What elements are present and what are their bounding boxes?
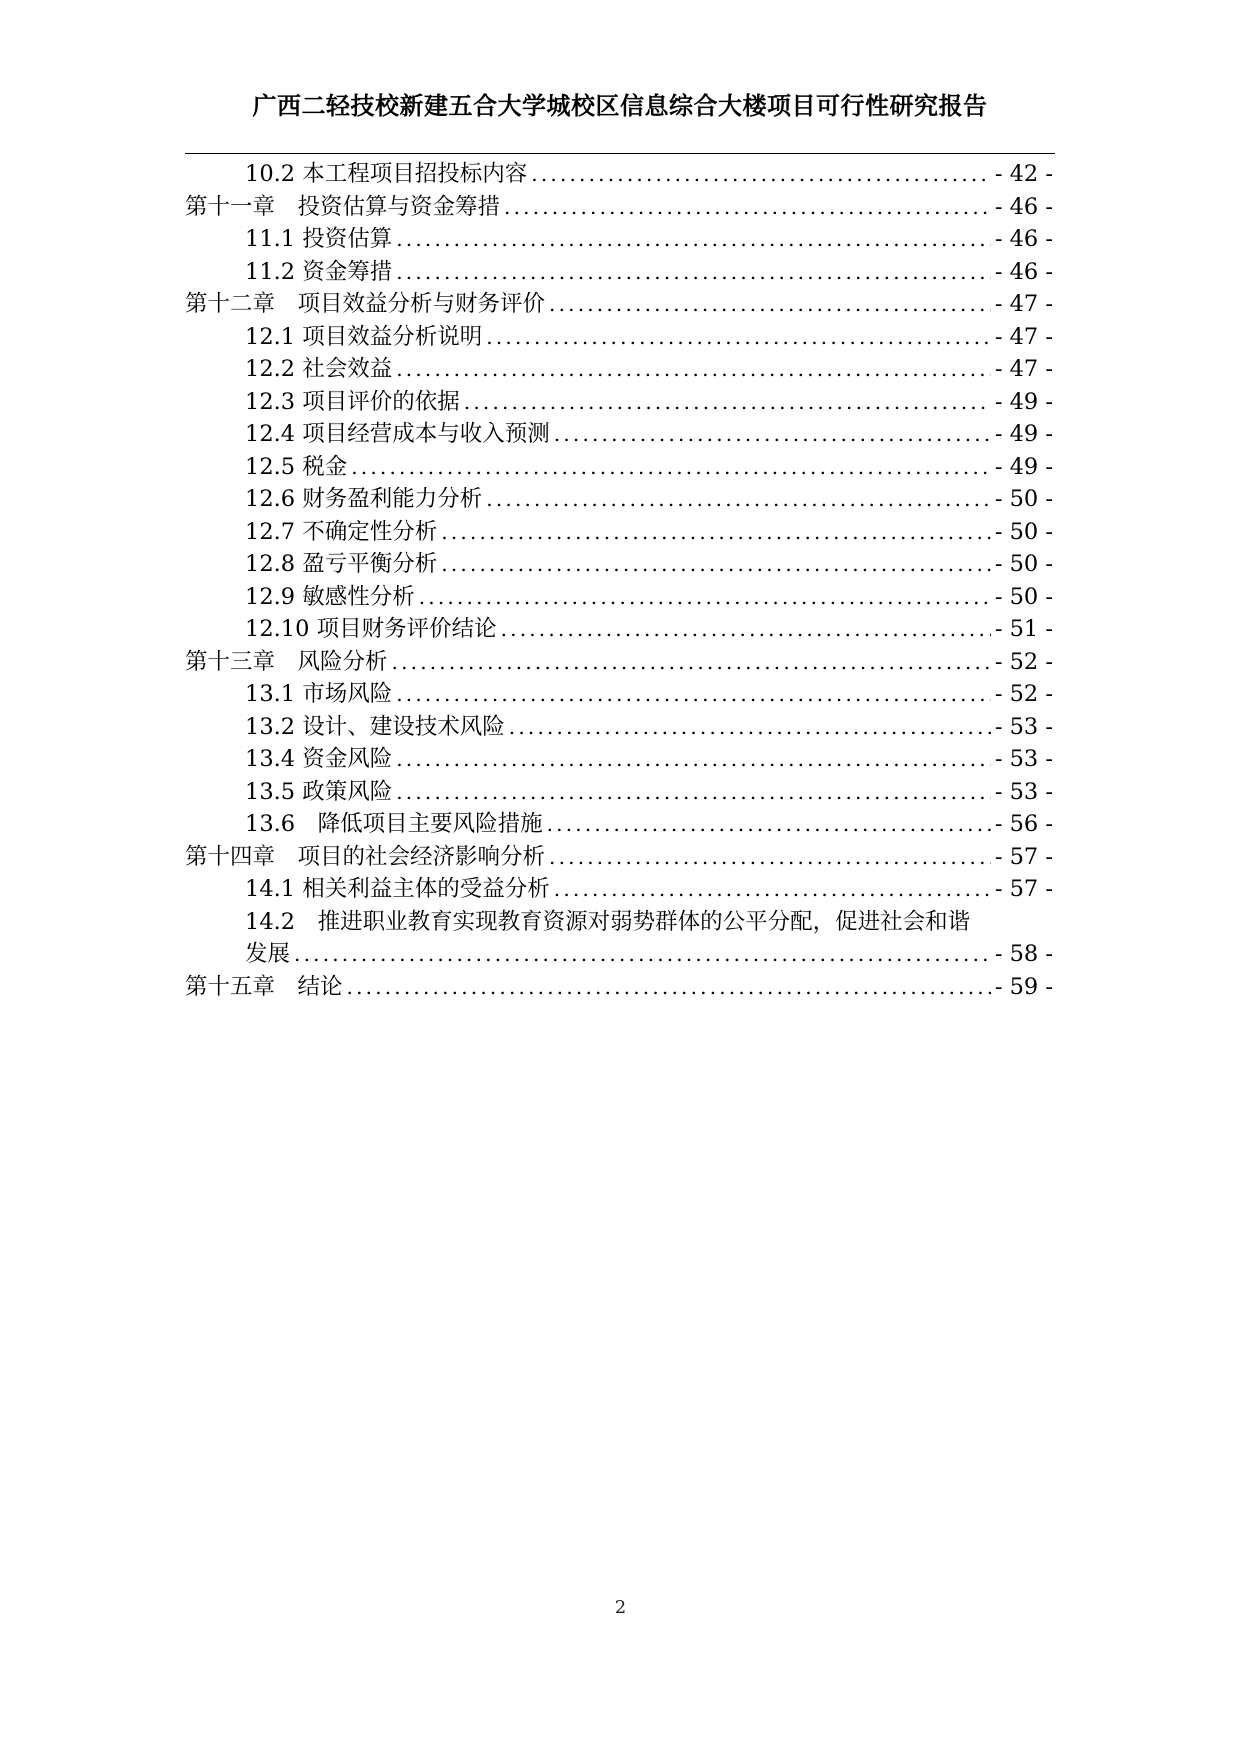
toc-leader-dots bbox=[396, 223, 991, 256]
toc-leader-dots bbox=[396, 776, 991, 809]
toc-entry-title: 12.1 项目效益分析说明 bbox=[245, 323, 483, 350]
toc-entry-page: - 53 - bbox=[994, 713, 1053, 740]
toc-leader-dots bbox=[486, 321, 991, 354]
toc-entry-title: 第十二章 项目效益分析与财务评价 bbox=[185, 291, 546, 317]
toc-entry-page: - 57 - bbox=[994, 876, 1053, 902]
toc-entry-page: - 49 - bbox=[994, 453, 1053, 480]
toc-entry[interactable] bbox=[185, 483, 1053, 516]
toc-leader-dots bbox=[441, 516, 991, 549]
toc-leader-dots bbox=[501, 613, 991, 646]
toc-entry-page: - 52 - bbox=[994, 648, 1053, 675]
toc-entry-page: - 46 - bbox=[994, 258, 1053, 285]
toc-entry-title: 13.6 降低项目主要风险措施 bbox=[245, 811, 543, 837]
toc-entry-title: 10.2 本工程项目招投标内容 bbox=[245, 161, 528, 187]
toc-leader-dots bbox=[509, 711, 991, 744]
toc-entry-continuation bbox=[245, 938, 1053, 971]
toc-entry-title: 14.1 相关利益主体的受益分析 bbox=[245, 876, 550, 902]
toc-entry[interactable] bbox=[185, 613, 1053, 646]
toc-leader-dots bbox=[464, 386, 991, 419]
document-header-title: 广西二轻技校新建五合大学城校区信息综合大楼项目可行性研究报告 bbox=[252, 92, 988, 120]
toc-entry-page: - 57 - bbox=[994, 843, 1053, 870]
toc-entry[interactable] bbox=[185, 678, 1053, 711]
toc-leader-dots bbox=[392, 646, 991, 679]
toc-entry-page: - 58 - bbox=[994, 941, 1053, 967]
toc-entry[interactable] bbox=[185, 386, 1053, 419]
toc-entry[interactable] bbox=[185, 223, 1053, 256]
toc-entry-page: - 47 - bbox=[994, 323, 1053, 350]
toc-entry[interactable] bbox=[185, 158, 1053, 191]
toc-leader-dots bbox=[554, 418, 991, 451]
toc-entry-page: - 46 - bbox=[994, 226, 1053, 252]
toc-entry-title: 13.4 资金风险 bbox=[245, 746, 393, 772]
toc-entry-title: 12.3 项目评价的依据 bbox=[245, 388, 460, 415]
toc-entry-page: - 49 - bbox=[994, 388, 1053, 415]
toc-entry[interactable] bbox=[185, 418, 1053, 451]
toc-entry-title: 第十四章 项目的社会经济影响分析 bbox=[185, 843, 546, 870]
toc-entry-page: - 47 - bbox=[994, 356, 1053, 382]
toc-entry-page: - 53 - bbox=[994, 746, 1053, 772]
toc-leader-dots bbox=[441, 548, 991, 581]
toc-entry[interactable] bbox=[185, 776, 1053, 809]
toc-entry-title: 12.4 项目经营成本与收入预测 bbox=[245, 421, 550, 447]
toc-entry-title: 12.6 财务盈利能力分析 bbox=[245, 486, 483, 512]
toc-leader-dots bbox=[531, 158, 991, 191]
toc-leader-dots bbox=[396, 353, 991, 386]
toc-leader-dots bbox=[547, 808, 991, 841]
toc-entry[interactable] bbox=[185, 451, 1053, 484]
toc-entry-title-cont: 发展 bbox=[245, 941, 291, 967]
toc-leader-dots bbox=[504, 191, 991, 224]
toc-leader-dots bbox=[486, 483, 991, 516]
toc-leader-dots bbox=[396, 743, 991, 776]
toc-leader-dots bbox=[549, 841, 991, 874]
toc-entry-title: 13.2 设计、建设技术风险 bbox=[245, 713, 505, 740]
toc-entry-page: - 59 - bbox=[994, 973, 1053, 1000]
toc-entry-title: 第十五章 结论 bbox=[185, 973, 343, 1000]
toc-entry[interactable] bbox=[185, 808, 1053, 841]
toc-entry-page: - 50 - bbox=[994, 486, 1053, 512]
toc-entry-title: 11.2 资金筹措 bbox=[245, 258, 393, 285]
toc-leader-dots bbox=[419, 581, 991, 614]
toc-leader-dots bbox=[351, 451, 991, 484]
toc-leader-dots bbox=[396, 678, 991, 711]
toc-entry-title: 12.2 社会效益 bbox=[245, 356, 393, 382]
toc-entry-title: 12.7 不确定性分析 bbox=[245, 518, 438, 545]
toc-entry-page: - 42 - bbox=[994, 161, 1053, 187]
toc-entry-page: - 49 - bbox=[994, 421, 1053, 447]
toc-chapter-entry[interactable] bbox=[185, 646, 1053, 679]
toc-chapter-entry[interactable] bbox=[185, 191, 1053, 224]
toc-entry[interactable] bbox=[185, 321, 1053, 354]
toc-entry-title: 12.10 项目财务评价结论 bbox=[245, 616, 497, 642]
toc-chapter-entry[interactable] bbox=[185, 288, 1053, 321]
table-of-contents bbox=[185, 158, 1053, 1003]
toc-leader-dots bbox=[549, 288, 991, 321]
toc-entry-page: - 47 - bbox=[994, 291, 1053, 317]
toc-entry-title: 第十一章 投资估算与资金筹措 bbox=[185, 193, 501, 220]
toc-entry-page: - 50 - bbox=[994, 583, 1053, 610]
toc-entry-title: 第十三章 风险分析 bbox=[185, 648, 388, 675]
toc-entry[interactable] bbox=[185, 873, 1053, 906]
toc-leader-dots bbox=[554, 873, 991, 906]
toc-chapter-entry[interactable] bbox=[185, 841, 1053, 874]
toc-entry[interactable] bbox=[185, 256, 1053, 289]
toc-leader-dots bbox=[294, 938, 991, 971]
toc-entry[interactable] bbox=[185, 548, 1053, 581]
toc-entry-title: 13.1 市场风险 bbox=[245, 681, 393, 707]
toc-entry-page: - 51 - bbox=[994, 616, 1053, 642]
toc-entry[interactable] bbox=[185, 516, 1053, 549]
toc-entry[interactable] bbox=[185, 711, 1053, 744]
toc-entry[interactable] bbox=[185, 743, 1053, 776]
toc-entry-page: - 50 - bbox=[994, 551, 1053, 577]
toc-leader-dots bbox=[396, 256, 991, 289]
toc-entry[interactable] bbox=[185, 581, 1053, 614]
toc-entry-title: 14.2 推进职业教育实现教育资源对弱势群体的公平分配，促进社会和谐 bbox=[245, 908, 971, 935]
toc-entry[interactable] bbox=[185, 353, 1053, 386]
toc-entry-page: - 50 - bbox=[994, 518, 1053, 545]
toc-entry-page: - 52 - bbox=[994, 681, 1053, 707]
toc-entry[interactable] bbox=[185, 906, 1053, 971]
toc-entry-title: 11.1 投资估算 bbox=[245, 226, 393, 252]
toc-leader-dots bbox=[347, 971, 991, 1004]
toc-entry-title: 12.9 敏感性分析 bbox=[245, 583, 415, 610]
header-divider bbox=[185, 153, 1055, 154]
toc-chapter-entry[interactable] bbox=[185, 971, 1053, 1004]
toc-entry-title: 13.5 政策风险 bbox=[245, 778, 393, 805]
toc-entry-page: - 56 - bbox=[994, 811, 1053, 837]
page-number: 2 bbox=[614, 1597, 627, 1618]
toc-entry-page: - 46 - bbox=[994, 193, 1053, 220]
toc-entry-title: 12.5 税金 bbox=[245, 453, 348, 480]
toc-entry-title: 12.8 盈亏平衡分析 bbox=[245, 551, 438, 577]
toc-entry-page: - 53 - bbox=[994, 778, 1053, 805]
